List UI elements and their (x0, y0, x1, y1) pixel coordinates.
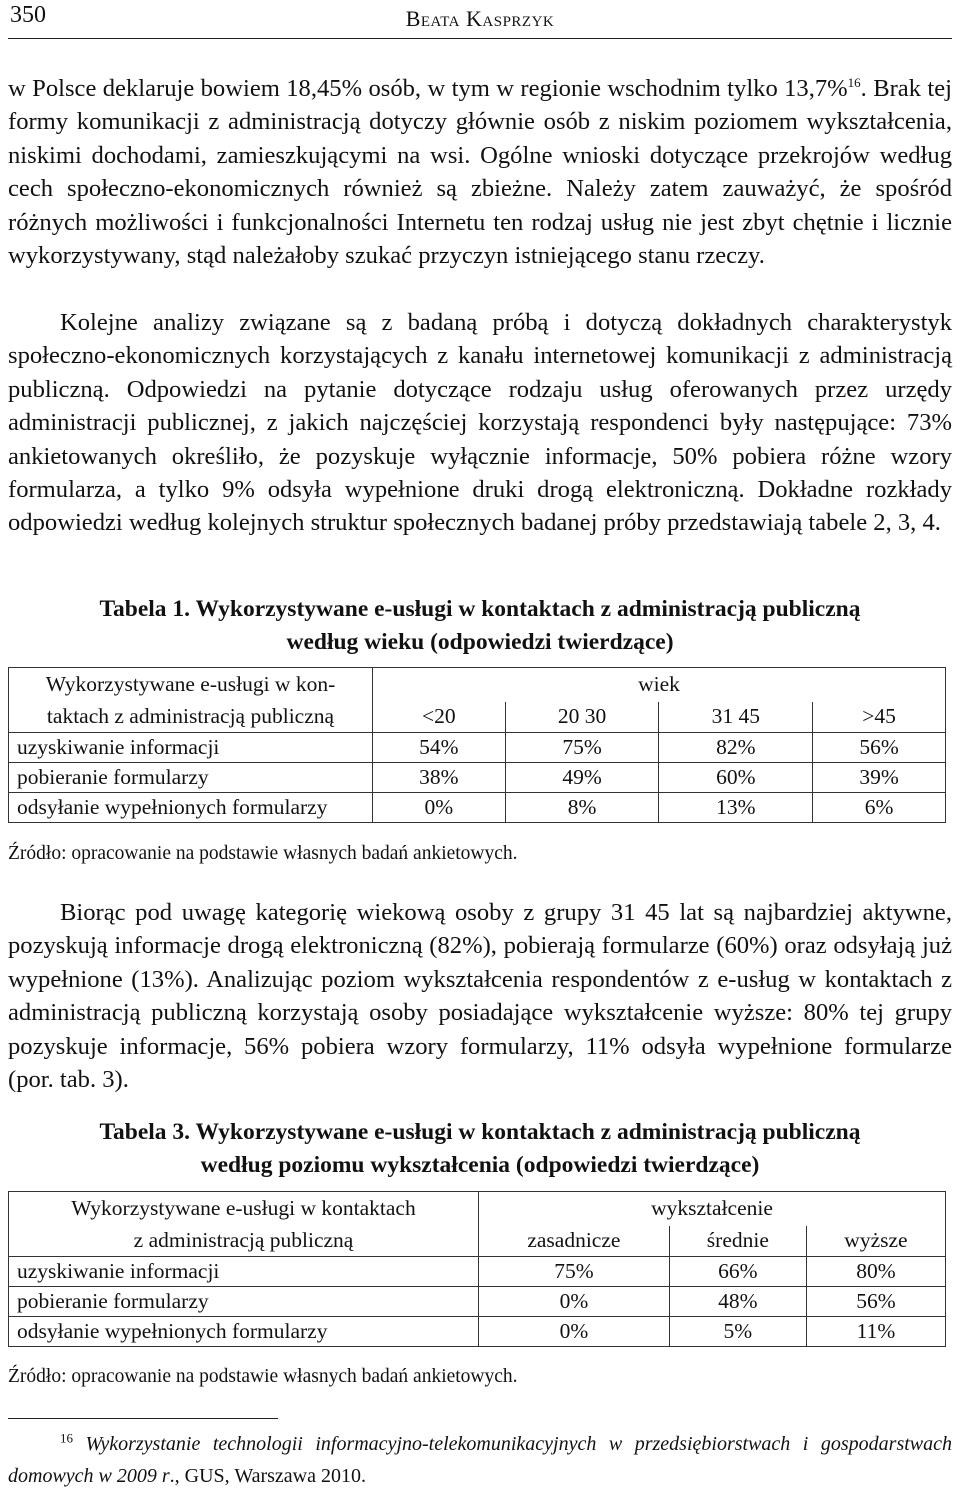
table-1-row-header-line-2: taktach z administracją publiczną (46, 704, 335, 728)
footnote-number: 16 (60, 1430, 73, 1446)
table-cell: 6% (813, 793, 946, 823)
table-cell: 0% (373, 793, 506, 823)
paragraph-1-text-a: w Polsce deklaruje bowiem 18,45% osób, w tym w regionie wschodnim tylko 13,7% (8, 75, 848, 102)
row-label: odsyłanie wypełnionych formularzy (9, 793, 373, 823)
footnote-rest: ., GUS, Warszawa 2010. (169, 1465, 366, 1487)
table-cell: 60% (659, 763, 813, 793)
table-cell: 13% (659, 793, 813, 823)
table-1-caption-line-2: według wieku (odpowiedzi twierdzące) (286, 629, 674, 655)
table-row (9, 1317, 946, 1347)
paragraph-1 (8, 72, 952, 272)
table-cell: 0% (479, 1317, 670, 1347)
table-cell: 38% (373, 763, 506, 793)
table-cell: 56% (806, 1287, 945, 1317)
table-1 (8, 667, 946, 823)
table-3-source: Źródło: opracowanie na podstawie własnych badań ankietowych. (8, 1366, 518, 1387)
table-cell: 5% (669, 1317, 806, 1347)
table-cell: 54% (373, 733, 506, 763)
table-3-col-header: średnie (669, 1226, 806, 1257)
table-cell: 80% (806, 1257, 945, 1287)
paragraph-1-text-b: . Brak tej formy komunikacji z administracją dotyczy głównie osób z niskim poziomem wykształcenia, niskimi dochodami, zamieszkującymi na wsi. Ogólne wnioski dotyczące przekrojów według cech społeczno-ekonomicznych również są zbieżne. Należy zatem zauważyć, że spośród różnych możliwości i funkcjonalności Internetu ten rodzaj usług nie jest zbyt chętnie i licznie wykorzystywany, stąd należałoby szukać przyczyn istniejącego stanu rzeczy. (8, 75, 952, 270)
table-1-caption (0, 593, 960, 659)
table-row (9, 733, 946, 763)
table-cell: 75% (505, 733, 659, 763)
row-label: uzyskiwanie informacji (9, 1257, 479, 1287)
footnote (8, 1428, 952, 1492)
paragraph-2 (8, 306, 952, 540)
table-1-row-header (9, 668, 373, 733)
table-row (9, 793, 946, 823)
row-label: odsyłanie wypełnionych formularzy (9, 1317, 479, 1347)
table-cell: 8% (505, 793, 659, 823)
table-3-caption-line-1: Tabela 3. Wykorzystywane e-usługi w kontaktach z administracją publiczną (99, 1119, 861, 1145)
footnote-divider (8, 1418, 278, 1419)
paragraph-3-text: Biorąc pod uwagę kategorię wiekową osoby z grupy 31 45 lat są najbardziej aktywne, pozyskują informacje drogą elektroniczną (82%), pobierają formularze (60%) oraz odsyłają już wypełnione (13%). Analizując poziom wykształcenia respondentów z e-usług w kontaktach z administracją publiczną korzystają osoby posiadające wykształcenie wyższe: 80% tej grupy pozyskuje informacje, 56% pobiera wzory formularzy, 11% odsyła wypełnione formularze (por. tab. 3). (8, 899, 952, 1094)
table-1-col-header: 20 30 (505, 702, 659, 733)
running-head-author: Beata Kasprzyk (405, 6, 555, 31)
table-cell: 39% (813, 763, 946, 793)
table-3-row-header-line-2: z administracją publiczną (133, 1228, 354, 1252)
table-1-group-header: wiek (373, 668, 946, 702)
table-1-col-header: <20 (373, 702, 506, 733)
table-row (9, 1287, 946, 1317)
table-3-row-header (9, 1192, 479, 1257)
table-3-group-header: wykształcenie (479, 1192, 946, 1226)
table-3-col-header: zasadnicze (479, 1226, 670, 1257)
table-1-col-header: 31 45 (659, 702, 813, 733)
table-3-col-header: wyższe (806, 1226, 945, 1257)
table-1-col-header: >45 (813, 702, 946, 733)
table-cell: 0% (479, 1287, 670, 1317)
footnote-title: Wykorzystanie technologii informacyjno-telekomunikacyjnych w przedsiębiorstwach i gospodarstwach domowych w 2009 r (8, 1433, 952, 1487)
table-cell: 66% (669, 1257, 806, 1287)
table-cell: 49% (505, 763, 659, 793)
table-3 (8, 1191, 946, 1347)
paragraph-3 (8, 896, 952, 1096)
table-row (9, 1257, 946, 1287)
running-header (8, 0, 952, 39)
paragraph-2-text: Kolejne analizy związane są z badaną próbą i dotyczą dokładnych charakterystyk społeczno-ekonomicznych korzystających z kanału internetowej komunikacji z administracją publiczną. Odpowiedzi na pytanie dotyczące rodzaju usług oferowanych przez urzędy administracji publicznej, z jakich najczęściej korzystają respondenci były następujące: 73% ankietowanych określiło, że pozyskuje wyłącznie informacje, 50% pobiera różne wzory formularza, a tylko 9% odsyła wypełnione druki drogą elektroniczną. Dokładne rozkłady odpowiedzi według kolejnych struktur społecznych badanej próby przedstawiają tabele 2, 3, 4. (8, 309, 952, 537)
footnote-ref[interactable]: 16 (847, 74, 861, 90)
table-row (9, 763, 946, 793)
table-1-source: Źródło: opracowanie na podstawie własnych badań ankietowych. (8, 843, 518, 864)
table-1-caption-line-1: Tabela 1. Wykorzystywane e-usługi w kontaktach z administracją publiczną (99, 596, 861, 622)
table-cell: 48% (669, 1287, 806, 1317)
table-cell: 11% (806, 1317, 945, 1347)
table-3-caption (0, 1116, 960, 1182)
page-number: 350 (10, 2, 46, 28)
table-cell: 75% (479, 1257, 670, 1287)
table-cell: 82% (659, 733, 813, 763)
table-1-row-header-line-1: Wykorzystywane e-usługi w kon- (45, 672, 336, 696)
row-label: uzyskiwanie informacji (9, 733, 373, 763)
table-3-row-header-line-1: Wykorzystywane e-usługi w kontaktach (71, 1196, 416, 1220)
row-label: pobieranie formularzy (9, 1287, 479, 1317)
table-3-caption-line-2: według poziomu wykształcenia (odpowiedzi twierdzące) (200, 1152, 760, 1178)
table-cell: 56% (813, 733, 946, 763)
row-label: pobieranie formularzy (9, 763, 373, 793)
